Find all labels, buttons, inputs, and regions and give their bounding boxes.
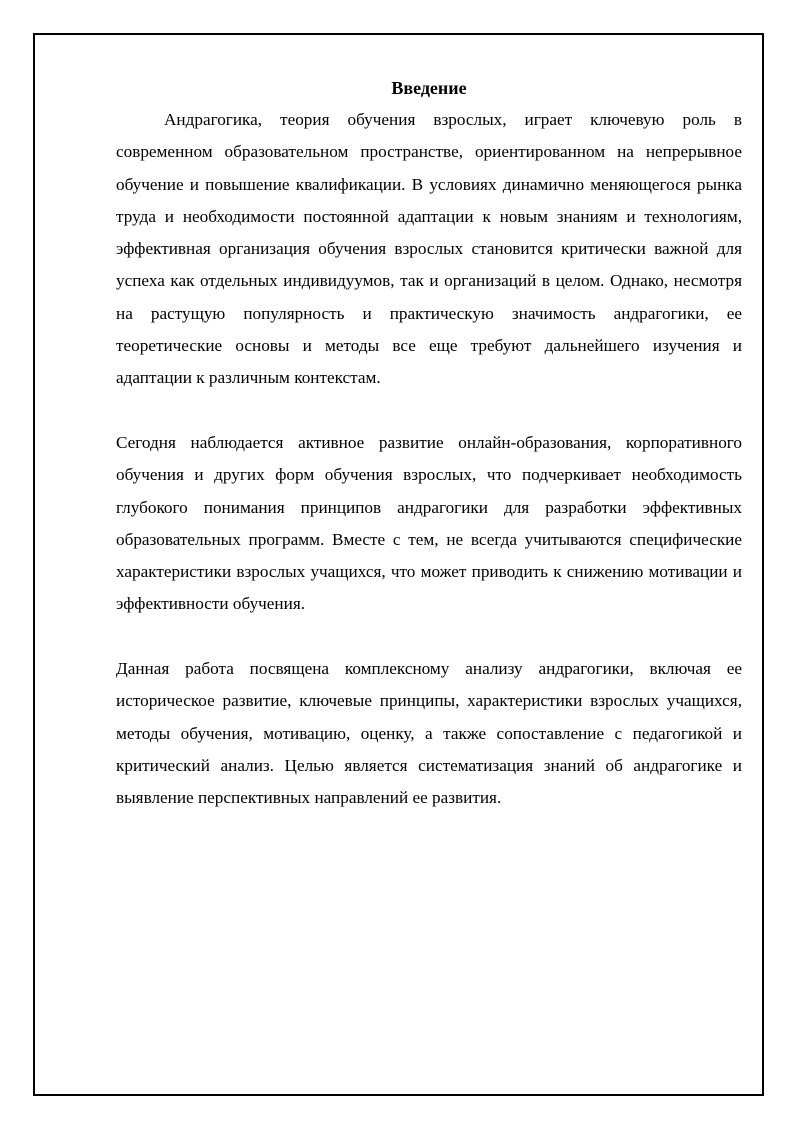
paragraph-1: Андрагогика, теория обучения взрослых, играет ключевую роль в современном образовательном пространстве, ориентированном на непрерывное обучение и повышение квалификации. В условиях динамично меняющегося рынка труда и необходимости постоянной адаптации к новым знаниям и технологиям, эффективная организация обучения взрослых становится критически важной для успеха как отдельных индивидуумов, так и организаций в целом. Однако, несмотря на растущую популярность и практическую значимость андрагогики, ее теоретические основы и методы все еще требуют дальнейшего изучения и адаптации к различным контекстам. bbox=[116, 110, 742, 388]
document-body bbox=[116, 72, 742, 815]
paragraph-gap bbox=[116, 395, 742, 427]
document-title: Введение bbox=[391, 78, 467, 98]
paragraph-2: Сегодня наблюдается активное развитие онлайн-образования, корпоративного обучения и других форм обучения взрослых, что подчеркивает необходимость глубокого понимания принципов андрагогики для разработки эффективных образовательных программ. Вместе с тем, не всегда учитываются специфические характеристики взрослых учащихся, что может приводить к снижению мотивации и эффективности обучения. bbox=[116, 432, 742, 614]
paragraph-3: Данная работа посвящена комплексному анализу андрагогики, включая ее историческое развитие, ключевые принципы, характеристики взрослых учащихся, методы обучения, мотивацию, оценку, а также сопоставление с педагогикой и критический анализ. Целью является систематизация знаний об андрагогике и выявление перспективных направлений ее развития. bbox=[116, 659, 742, 808]
paragraph-gap bbox=[116, 621, 742, 653]
